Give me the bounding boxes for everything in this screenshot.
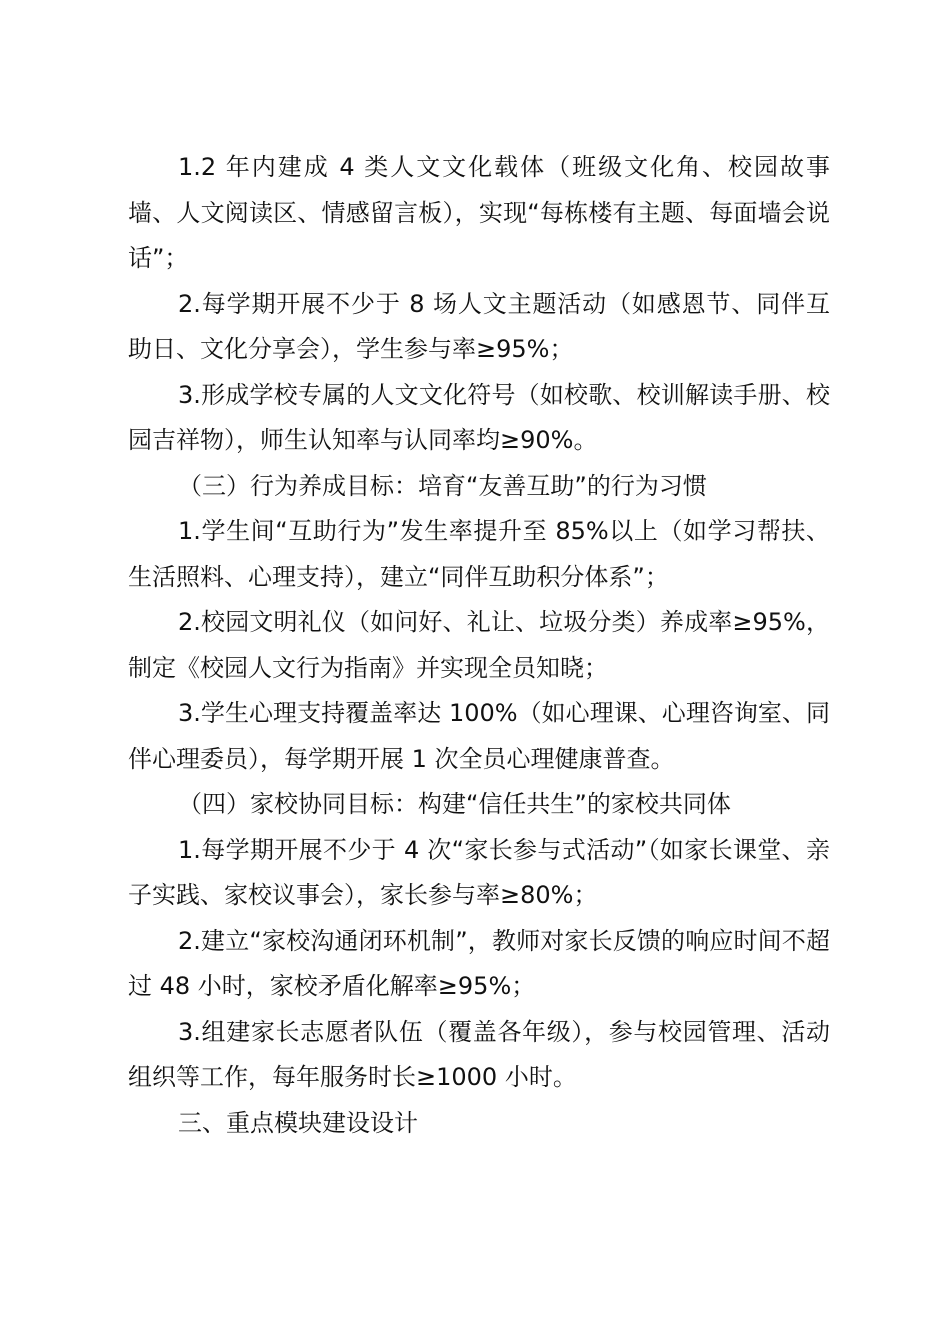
section-heading-behavior: （三）行为养成目标：培育“友善互助”的行为习惯	[178, 471, 707, 500]
chapter-heading-modules: 三、重点模块建设设计	[178, 1108, 418, 1137]
paragraph-behavior-2: 2.校园文明礼仪（如问好、礼让、垃圾分类）养成率≥95%，制定《校园人文行为指南》并实现全员知晓；	[128, 608, 830, 682]
paragraph-home-school-2: 2.建立“家校沟通闭环机制”，教师对家长反馈的响应时间不超过 48 小时，家校矛盾化解率≥95%；	[128, 926, 830, 1000]
paragraph-goal-3: 3.形成学校专属的人文文化符号（如校歌、校训解读手册、校园吉祥物），师生认知率与认同率均≥90%。	[128, 380, 830, 454]
paragraph-home-school-1: 1.每学期开展不少于 4 次“家长参与式活动”（如家长课堂、亲子实践、家校议事会），家长参与率≥80%；	[128, 835, 830, 909]
paragraph-goal-2: 2.每学期开展不少于 8 场人文主题活动（如感恩节、同伴互助日、文化分享会），学生参与率≥95%；	[128, 289, 830, 363]
paragraph-goal-1: 1.2 年内建成 4 类人文文化载体（班级文化角、校园故事墙、人文阅读区、情感留言板），实现“每栋楼有主题、每面墙会说话”；	[128, 153, 830, 272]
document-body	[128, 145, 830, 1146]
paragraph-home-school-3: 3.组建家长志愿者队伍（覆盖各年级），参与校园管理、活动组织等工作，每年服务时长≥1000 小时。	[128, 1017, 830, 1091]
paragraph-behavior-1: 1.学生间“互助行为”发生率提升至 85%以上（如学习帮扶、生活照料、心理支持），建立“同伴互助积分体系”；	[128, 517, 830, 591]
section-heading-home-school: （四）家校协同目标：构建“信任共生”的家校共同体	[178, 790, 731, 818]
paragraph-behavior-3: 3.学生心理支持覆盖率达 100%（如心理课、心理咨询室、同伴心理委员），每学期开展 1 次全员心理健康普查。	[128, 699, 830, 773]
